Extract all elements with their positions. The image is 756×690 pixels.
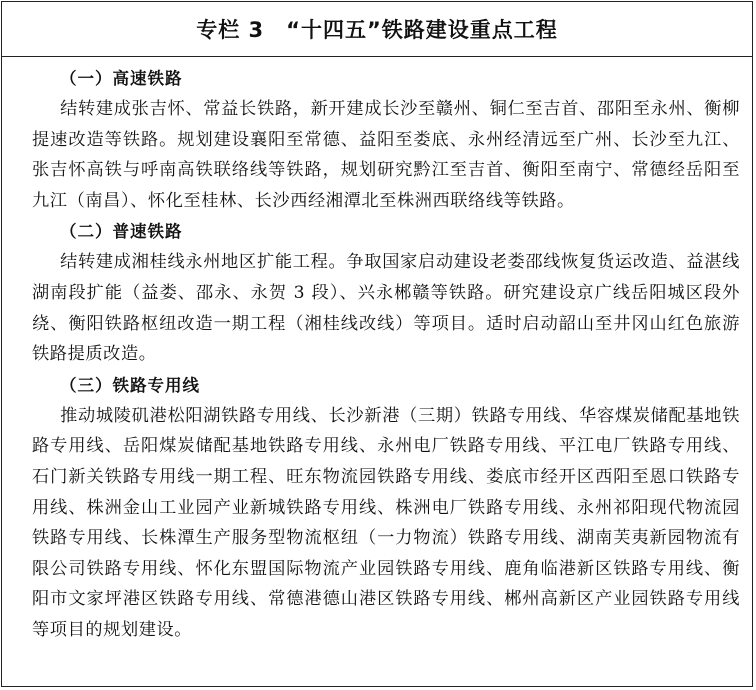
column-content xyxy=(2,57,752,646)
section-text-special-lines xyxy=(32,401,740,646)
section-text-conventional-body: 结转建成湘桂线永州地区扩能工程。争取国家启动建设老娄邵线恢复货运改造、益湛线湖南段扩能（益娄、邵永、永贺 3 段）、兴永郴赣等铁路。研究建设京广线岳阳城区段外绕、衡阳铁路枢纽改造一期工程（湘桂线改线）等项目。适时启动韶山至井冈山红色旅游铁路提质改造。 xyxy=(32,252,740,365)
section-text-high-speed-body: 结转建成张吉怀、常益长铁路，新开建成长沙至赣州、铜仁至吉首、邵阳至永州、衡柳提速改造等铁路。规划建设襄阳至常德、益阳至娄底、永州经清远至广州、长沙至九江、张吉怀高铁与呼南高铁联络线等铁路，规划研究黔江至吉首、衡阳至南宁、常德经岳阳至九江（南昌）、怀化至桂林、长沙西经湘潭北至株洲西联络线等铁路。 xyxy=(32,99,740,211)
column-box xyxy=(1,1,753,687)
section-heading-special-lines: （三）铁路专用线 xyxy=(60,375,200,395)
section-text-conventional xyxy=(32,247,740,369)
section-heading-conventional: （二）普速铁路 xyxy=(60,222,183,242)
column-title: 专栏 3 “十四五”铁路建设重点工程 xyxy=(2,2,752,57)
section-text-special-lines-body: 推动城陵矶港松阳湖铁路专用线、长沙新港（三期）铁路专用线、华容煤炭储配基地铁路专用线、岳阳煤炭储配基地铁路专用线、永州电厂铁路专用线、平江电厂铁路专用线、石门新关铁路专用线一期工程、旺东物流园铁路专用线、娄底市经开区西阳至恩口铁路专用线、株洲金山工业园产业新城铁路专用线、株洲电厂铁路专用线、永州祁阳现代物流园铁路专用线、长株潭生产服务型物流枢纽（一力物流）铁路专用线、湖南芙夷新园物流有限公司铁路专用线、怀化东盟国际物流产业园铁路专用线、鹿角临港新区铁路专用线、衡阳市文家坪港区铁路专用线、常德港德山港区铁路专用线、郴州高新区产业园铁路专用线等项目的规划建设。 xyxy=(32,405,740,640)
section-heading-high-speed: （一）高速铁路 xyxy=(60,69,183,88)
section-text-high-speed xyxy=(32,94,740,216)
